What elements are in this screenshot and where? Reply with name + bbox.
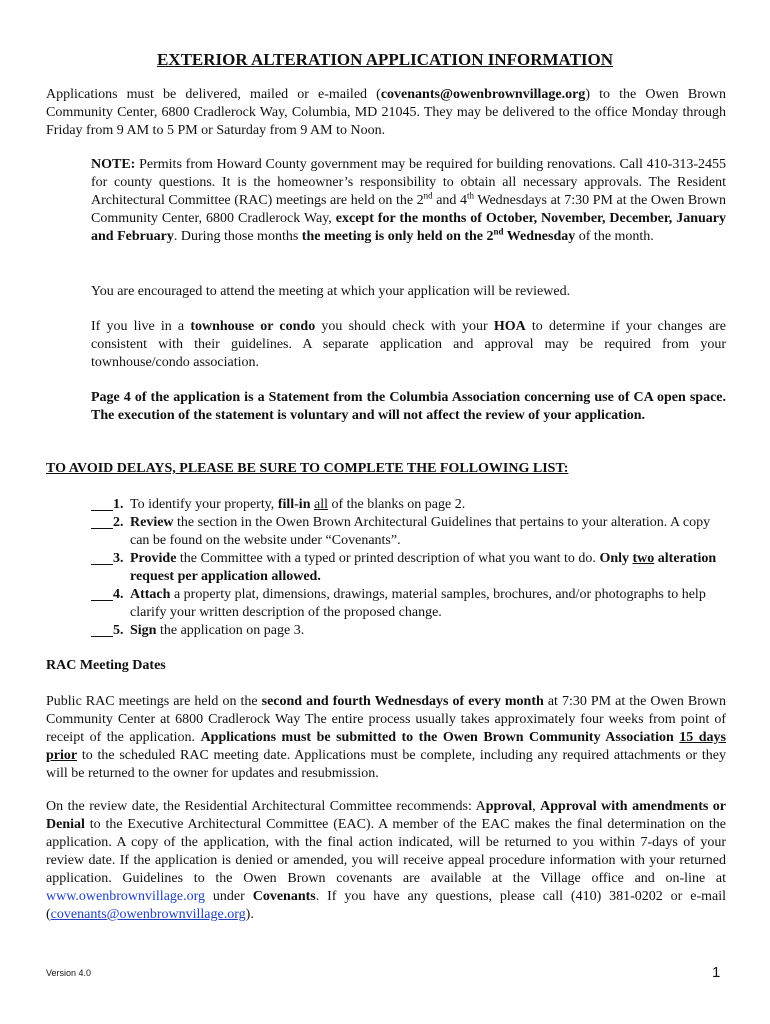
email-link[interactable]: covenants@owenbrownvillage.org <box>50 907 246 922</box>
rac-heading: RAC Meeting Dates <box>46 658 166 673</box>
checklist-heading: TO AVOID DELAYS, PLEASE BE SURE TO COMPLETE THE FOLLOWING LIST: <box>46 461 569 476</box>
checklist-item-2: 2. Review the section in the Owen Brown Architectural Guidelines that pertains to your alteration. A copy can be found on the website under “Covenants”. <box>91 514 731 550</box>
checklist-item-5: 5. Sign the application on page 3. <box>91 622 731 640</box>
blank-line <box>91 550 113 565</box>
rac-paragraph: Public RAC meetings are held on the second and fourth Wednesdays of every month at 7:30 PM at the Owen Brown Community Center at 6800 Cradlerock Way The entire process usually takes approximately four weeks from point of receipt of the application. Applications must be submitted to the Owen Brown Community Association 15 days prior to the scheduled RAC meeting date. Applications must be complete, including any required attachments or they will be returned to the owner for updates and resubmission. <box>46 694 727 781</box>
checklist-item-3: 3. Provide the Committee with a typed or printed description of what you want to do. Only two alteration request per application allowed. <box>91 550 731 586</box>
page-number: 1 <box>712 964 721 981</box>
version-label: Version 4.0 <box>46 968 92 978</box>
website-link[interactable]: www.owenbrownvillage.org <box>46 889 206 904</box>
blank-line <box>91 586 113 601</box>
note-paragraph: NOTE: Permits from Howard County government may be required for building renovations. Call 410-313-2455 for county questions. It is the homeowner’s responsibility to obtain all necessary approvals. The Resident Architectural Committee (RAC) meetings are held on the 2nd and 4th Wednesdays at 7:30 PM at the Owen Brown Community Center, 6800 Cradlerock Way, except for the months of October, November, December, January and February. During those months the meeting is only held on the 2nd Wednesday of the month. <box>91 157 727 244</box>
checklist-item-1: 1. To identify your property, fill-in all of the blanks on page 2. <box>91 496 731 514</box>
checklist-item-4: 4. Attach a property plat, dimensions, drawings, material samples, brochures, and/or photographs to help clarify your written description of the proposed change. <box>91 586 731 622</box>
encourage-paragraph: You are encouraged to attend the meeting at which your application will be reviewed. <box>91 284 571 299</box>
page4-statement: Page 4 of the application is a Statement from the Columbia Association concerning use of CA open space. The execution of the statement is voluntary and will not affect the review of your application. <box>91 390 726 423</box>
note-label: NOTE: <box>91 157 136 172</box>
page-title: EXTERIOR ALTERATION APPLICATION INFORMATION <box>156 50 614 69</box>
townhouse-paragraph: If you live in a townhouse or condo you should check with your HOA to determine if your changes are consistent with their guidelines. A separate application and approval may be required from your townhouse/condo association. <box>91 319 727 370</box>
blank-line <box>91 622 113 637</box>
review-paragraph: On the review date, the Residential Architectural Committee recommends: Approval, Approval with amendments or Denial to the Executive Architectural Committee (EAC). A member of the EAC makes the final determination on the application. A copy of the application, with the final action indicated, will be returned to you within 7-days of your review date. If the application is denied or amended, you will receive appeal procedure information with your returned application. Guidelines to the Owen Brown covenants are available at the Village office and on-line at www.owenbrownvillage.org under Covenants. If you have any questions, please call (410) 381-0202 or e-mail (covenants@owenbrownvillage.org). <box>46 799 727 922</box>
checklist <box>91 496 731 640</box>
blank-line <box>91 496 113 511</box>
intro-paragraph: Applications must be delivered, mailed or e-mailed (covenants@owenbrownvillage.org) to the Owen Brown Community Center, 6800 Cradlerock Way, Columbia, MD 21045. They may be delivered to the office Monday through Friday from 9 AM to 5 PM or Saturday from 9 AM to Noon. <box>46 87 727 138</box>
intro-email: covenants@owenbrownvillage.org <box>380 87 586 102</box>
blank-line <box>91 514 113 529</box>
